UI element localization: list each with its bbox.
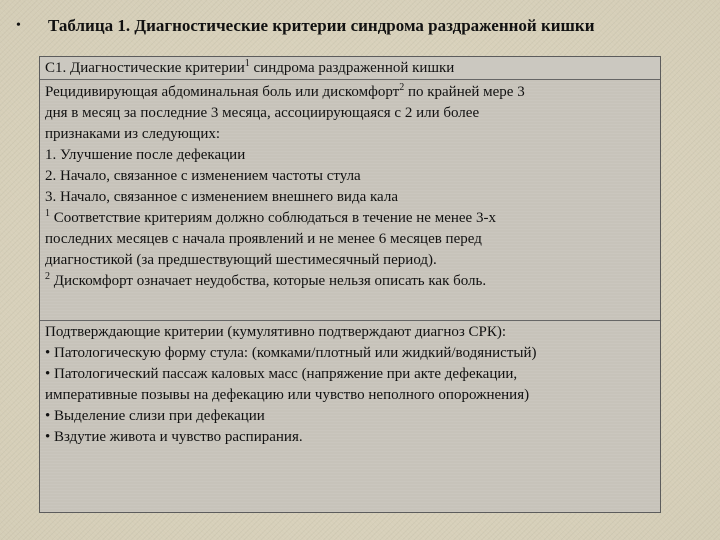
supporting-heading: Подтверждающие критерии (кумулятивно подтверждают диагноз СРК): — [45, 324, 507, 340]
footnote-2-text: Дискомфорт означает неудобства, которые нельзя описать как боль. — [50, 273, 487, 289]
supporting-item-2 — [45, 364, 656, 385]
main-line-3: признаками из следующих: — [45, 126, 221, 142]
footnote-1-line-2: последних месяцев с начала проявлений и не менее 6 месяцев перед — [45, 231, 482, 247]
bullet-icon: • — [45, 345, 51, 361]
criteria-item-1: 1. Улучшение после дефекации — [45, 147, 246, 163]
main-line-1 — [45, 82, 656, 103]
slide-title: Таблица 1. Диагностические критерии синдрома раздраженной кишки — [48, 16, 595, 35]
header-footnote-mark: 1 — [244, 58, 250, 69]
main-line-2: дня в месяц за последние 3 месяца, ассоциирующаяся с 2 или более — [45, 105, 480, 121]
supporting-item-4-text: Вздутие живота и чувство распирания. — [54, 429, 303, 445]
footnote-1-mark: 1 — [45, 208, 50, 219]
main-line-1-prefix: Рецидивирующая абдоминальная боль или дискомфорт — [45, 84, 400, 100]
bullet-icon: • — [45, 429, 51, 445]
supporting-criteria-row — [40, 321, 660, 512]
criteria-item-2: 2. Начало, связанное с изменением частоты стула — [45, 168, 361, 184]
table-header-row — [40, 57, 660, 80]
supporting-criteria-cell — [45, 322, 656, 448]
supporting-item-2-continuation: императивные позывы на дефекацию или чувство неполного опорожнения) — [45, 387, 530, 403]
supporting-item-1-text: Патологическую форму стула: (комками/плотный или жидкий/водянистый) — [54, 345, 537, 361]
main-criteria-cell — [45, 82, 656, 292]
footnote-2-line — [45, 271, 656, 292]
supporting-item-3 — [45, 406, 656, 427]
criteria-table — [39, 56, 661, 513]
criteria-item-3: 3. Начало, связанное с изменением внешнего вида кала — [45, 189, 398, 205]
table-header-cell — [45, 58, 656, 79]
footnote-1-line-3: диагностикой (за предшествующий шестимесячный период). — [45, 252, 437, 268]
bullet-icon: • — [45, 366, 51, 382]
main-line-1-suffix: по крайней мере 3 — [404, 84, 525, 100]
main-criteria-row — [40, 80, 660, 321]
title-bullet: • — [16, 18, 21, 33]
slide-title-row — [16, 13, 716, 43]
header-suffix: синдрома раздраженной кишки — [249, 60, 455, 76]
supporting-item-1 — [45, 343, 656, 364]
table-header-text — [45, 58, 656, 79]
supporting-item-4 — [45, 427, 656, 448]
footnote-2-mark: 2 — [45, 271, 50, 282]
footnote-1-line-1 — [45, 208, 656, 229]
bullet-icon: • — [45, 408, 51, 424]
supporting-item-3-text: Выделение слизи при дефекации — [54, 408, 265, 424]
supporting-item-2-text: Патологический пассаж каловых масс (напряжение при акте дефекации, — [54, 366, 518, 382]
main-footnote-mark-2: 2 — [399, 82, 405, 93]
footnote-1-text: Соответствие критериям должно соблюдаться в течение не менее 3-х — [50, 210, 496, 226]
header-prefix: С1. Диагностические критерии — [45, 60, 245, 76]
